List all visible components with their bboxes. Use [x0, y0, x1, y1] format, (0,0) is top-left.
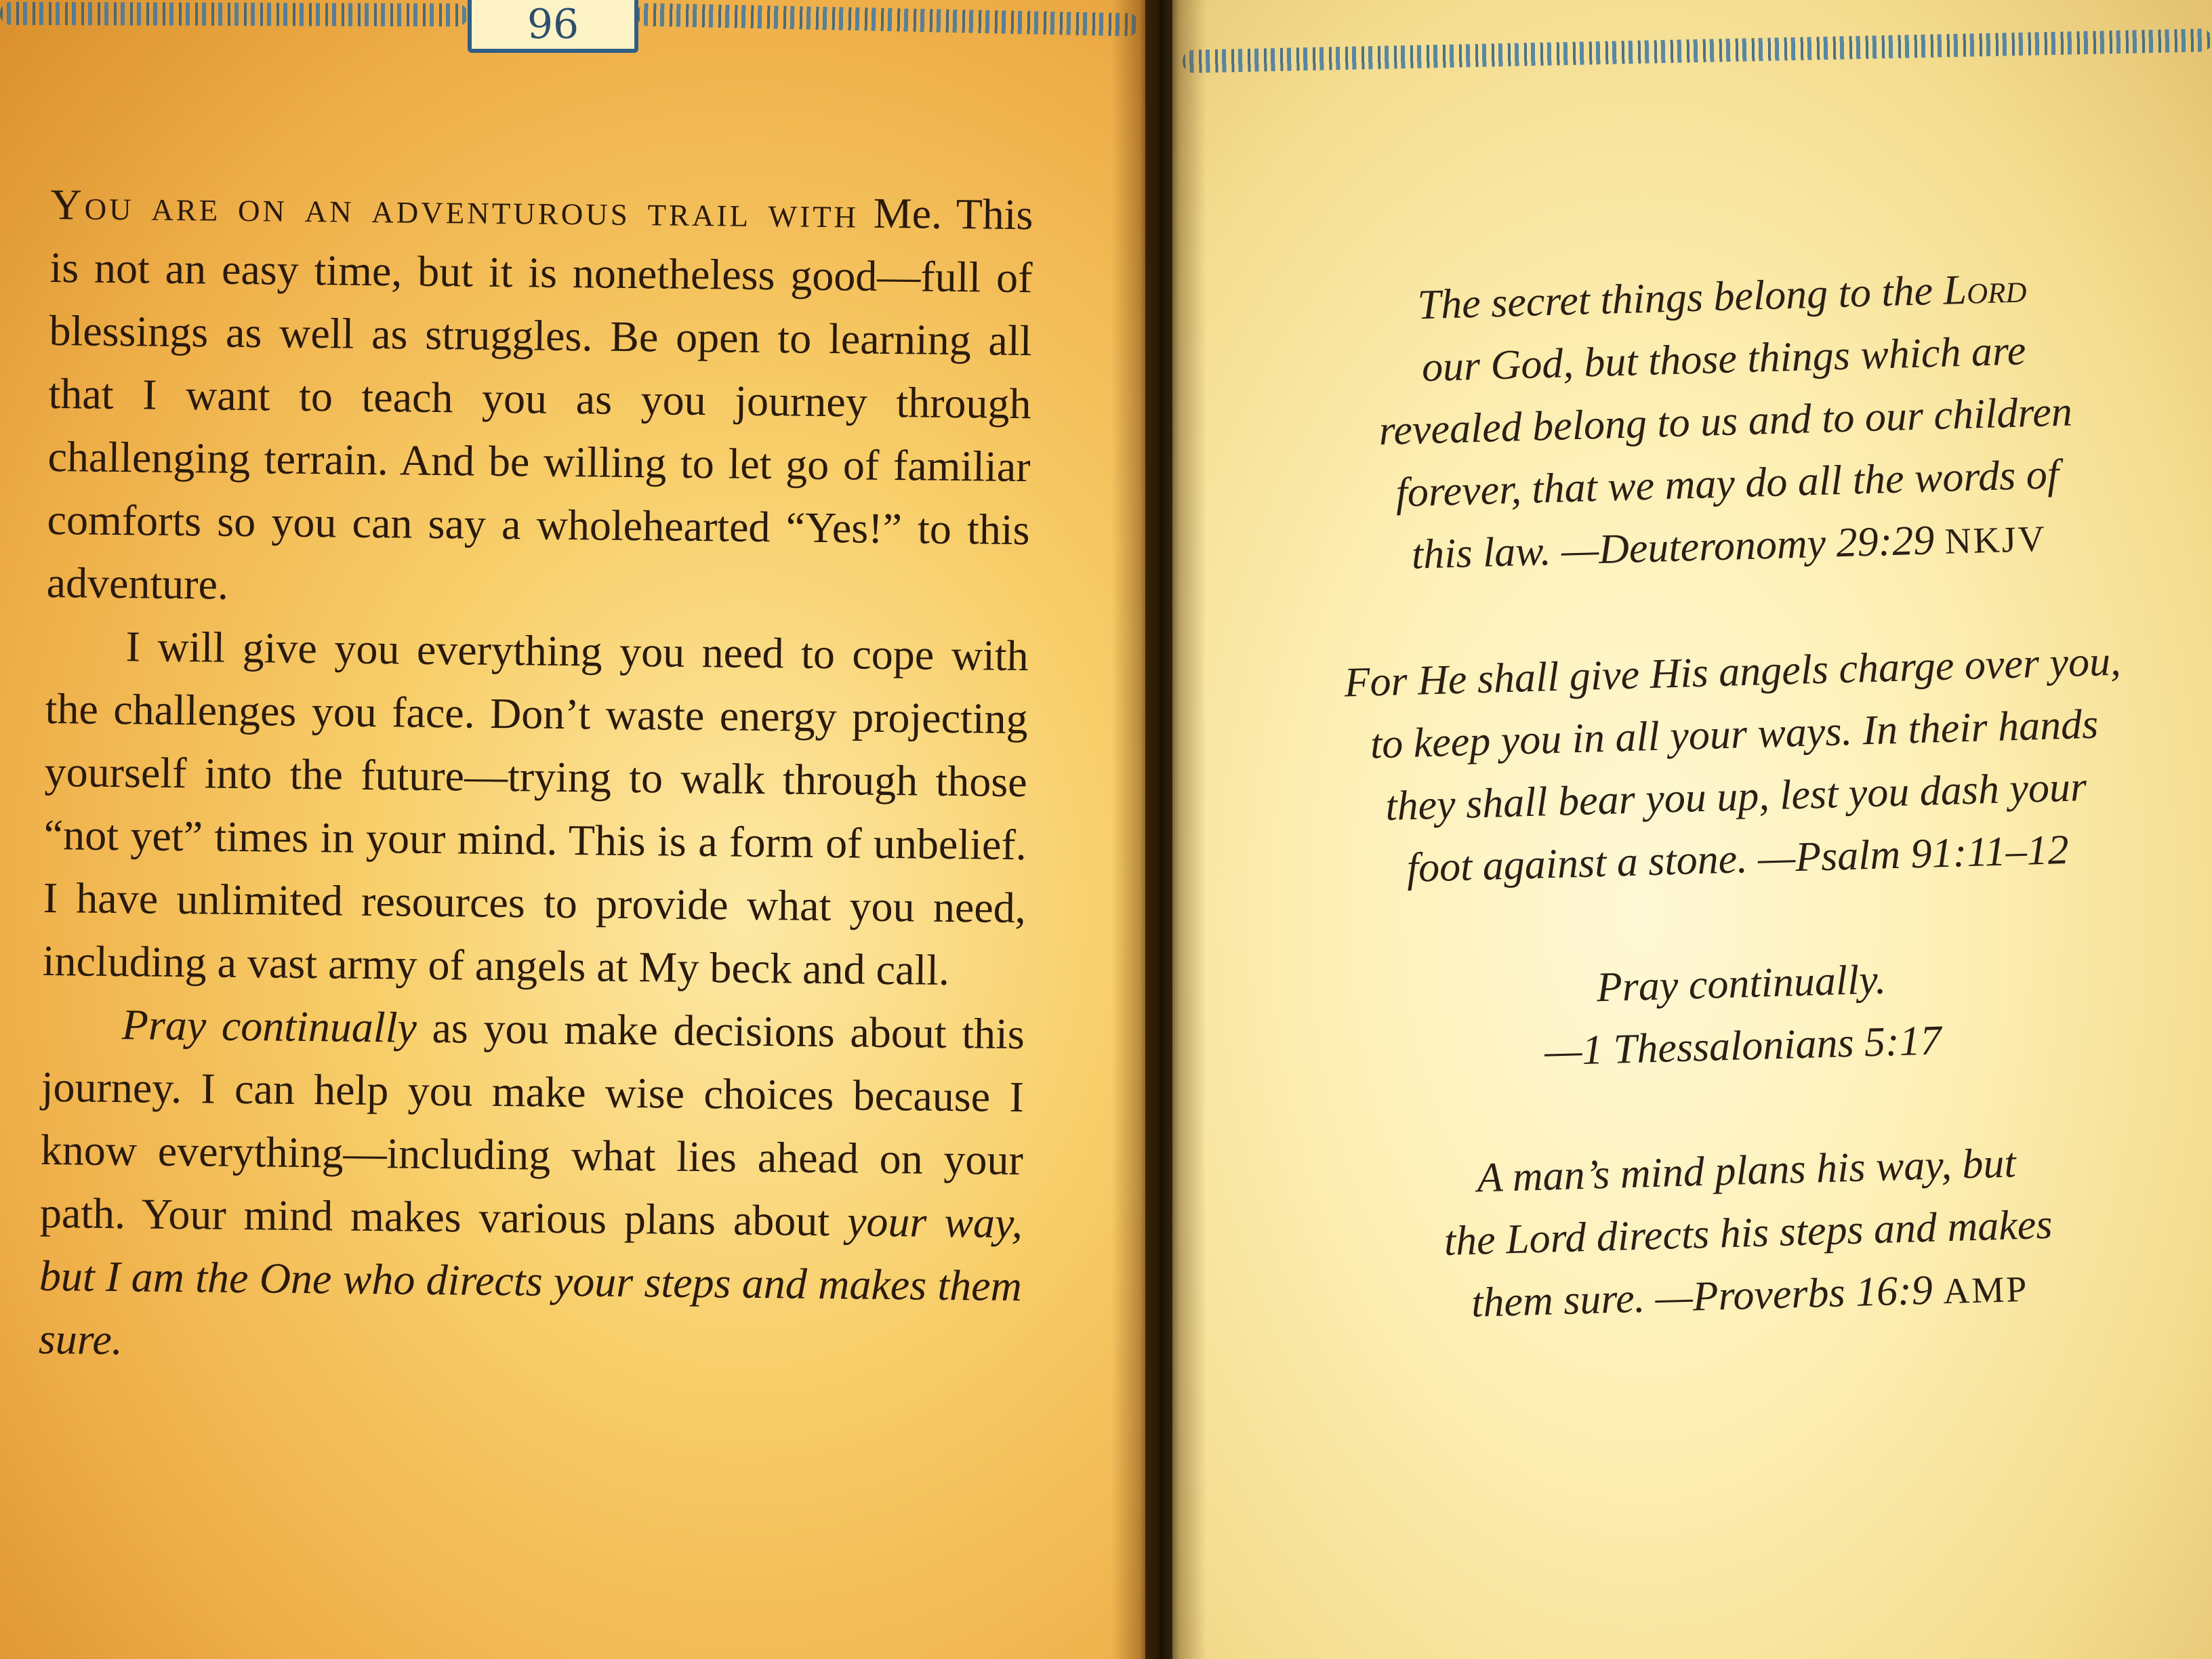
top-ornament-border-right [1183, 28, 2212, 73]
scripture-verses [1281, 253, 2193, 1403]
verse-line: revealed belong to us and to our children [1378, 388, 2073, 455]
verse-line: our God, but those things which are [1421, 327, 2027, 391]
verse-line: to keep you in all your ways. In their hands [1370, 701, 2100, 768]
paragraph-1 [46, 173, 1033, 624]
verse-deuteronomy [1281, 253, 2170, 591]
verse-line: A man’s mind plans his way, but [1476, 1140, 2017, 1202]
devotional-text [38, 173, 1033, 1380]
top-ornament-border-left [0, 2, 468, 26]
top-ornament-border-left-2 [637, 3, 1139, 36]
page-number: 96 [468, 0, 638, 53]
verse-line: foot against a stone. —Psalm 91:11–12 [1406, 826, 2070, 892]
verse-line: Pray continually. [1595, 956, 1887, 1011]
verse-reference: —1 Thessalonians 5:17 [1544, 1017, 1942, 1075]
verse-text: The secret things belong to the [1416, 267, 1944, 329]
lord-small-caps: Lord [1942, 265, 2028, 314]
paragraph-1-lead: You are on an adventurous trail with [50, 180, 859, 237]
verse-line: forever, that we may do all the words of [1395, 451, 2060, 516]
paragraph-2: I will give you everything you need to cope with the challenges you face. Don’t waste energy projecting yourself into the future—trying to walk through those “not yet” times in your mind. This is a form of unbelief. I have unlimited resources to provide what you need, including a vast army of angels at My beck and call. [42, 622, 1029, 994]
verse-line: they shall bear you up, lest you dash your [1385, 764, 2087, 830]
verse-psalm [1291, 628, 2179, 902]
verse-reference: this law. —Deuteronomy 29:29 [1411, 516, 1946, 578]
paragraph-3-italic-start: Pray continually [121, 1000, 417, 1052]
verse-thessalonians [1300, 940, 2184, 1089]
book-spine [1111, 0, 1206, 1659]
paragraph-3 [38, 992, 1025, 1380]
verse-proverbs [1305, 1127, 2191, 1340]
bible-version: NKJV [1944, 518, 2047, 562]
verse-reference: them sure. —Proverbs 16:9 [1471, 1267, 1944, 1326]
bible-version: AMP [1942, 1268, 2030, 1312]
paragraph-3-middle: as you make decisions about this journey. I can help you make wise choices because I know everything—including what lies ahead on your path. Your mind makes various plans about [39, 1003, 1025, 1246]
verse-line: the Lord directs his steps and makes [1443, 1201, 2053, 1265]
paragraph-3-italic-end: your way, but I am the One who directs your steps and makes them sure. [38, 1197, 1023, 1364]
verse-line: For He shall give His angels charge over you, [1343, 638, 2122, 706]
paragraph-1-rest: Me. This is not an easy time, but it is nonetheless good—full of blessings as well as struggles. Be open to learning all that I want to teach you as you journey through challenging terrain. And be willing to let go of familiar comforts so you can say a wholehearted “Yes!” to this adventure. [46, 188, 1033, 609]
